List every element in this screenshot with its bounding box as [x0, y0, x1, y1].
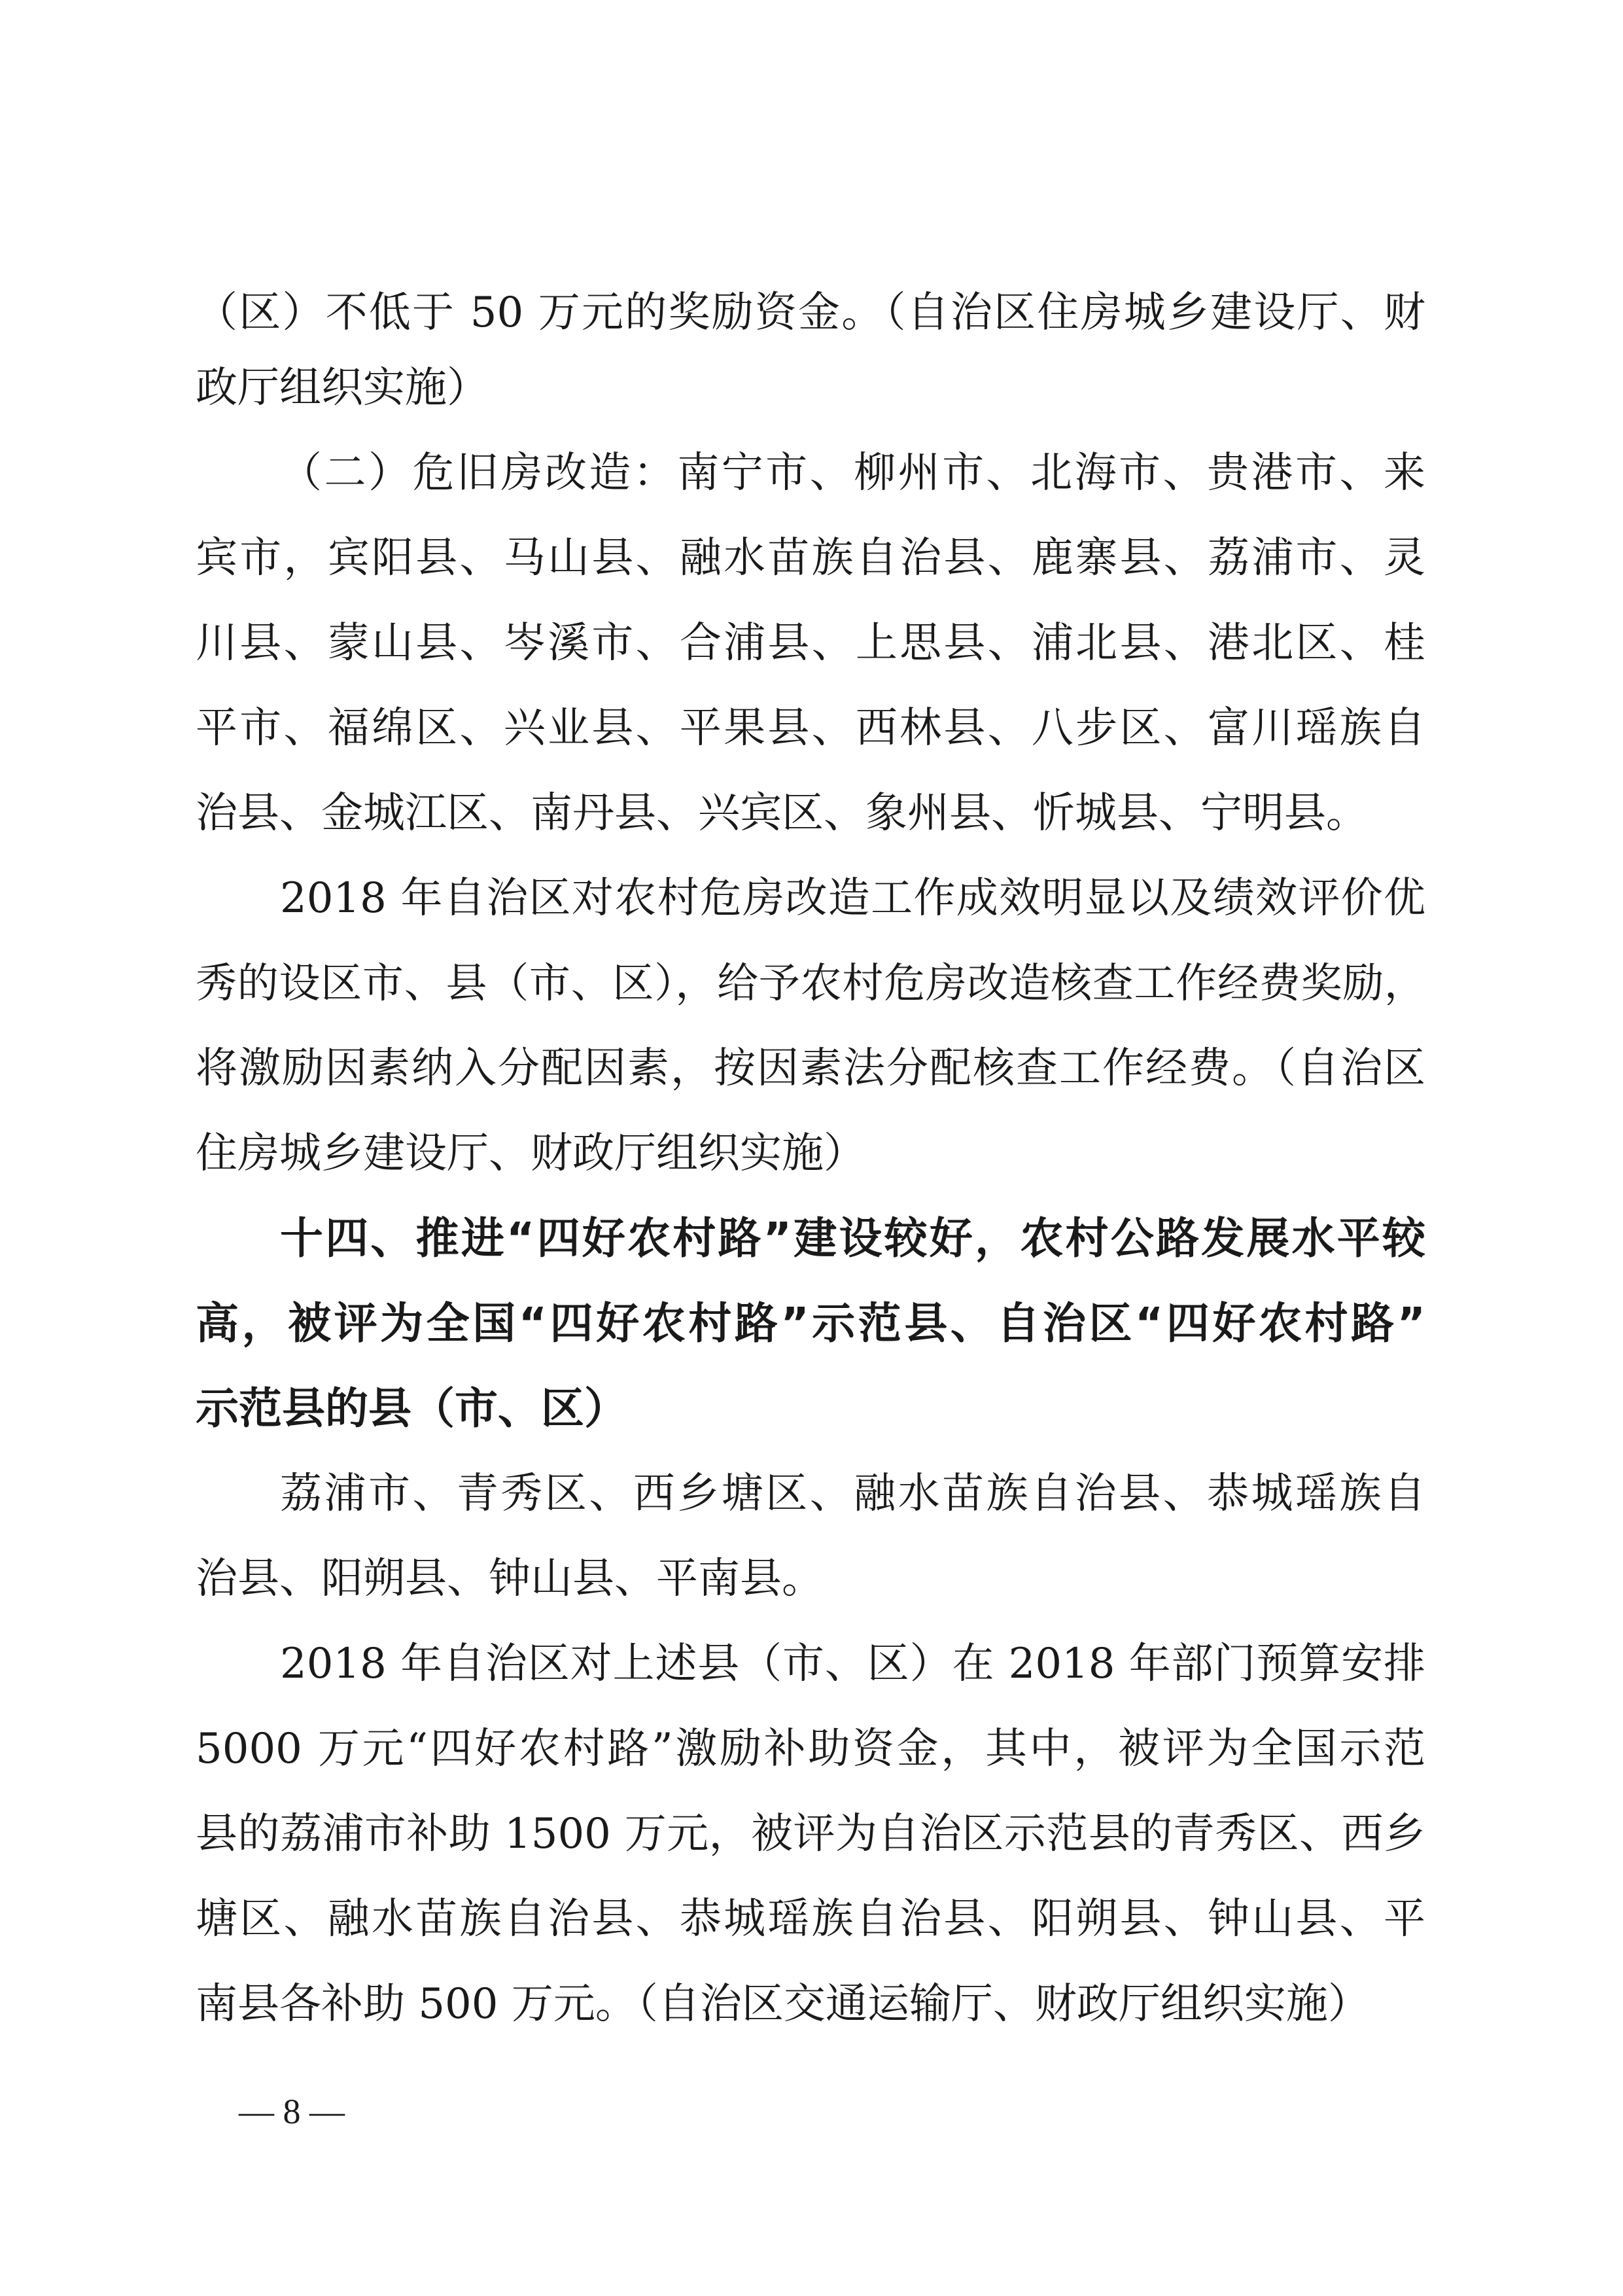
body-text-line: 川县、蒙山县、岑溪市、合浦县、上思县、浦北县、港北区、桂: [196, 619, 1425, 667]
body-text-line: 5000 万元“四好农村路”激励补助资金，其中，被评为全国示范: [196, 1725, 1425, 1773]
body-text-line: 南县各补助 500 万元。（自治区交通运输厅、财政厅组织实施）: [196, 1980, 1370, 2028]
section-heading-line: 十四、推进“四好农村路”建设较好，农村公路发展水平较: [280, 1213, 1425, 1263]
subsection-line: （二）危旧房改造：南宁市、柳州市、北海市、贵港市、来: [280, 449, 1425, 497]
body-text-line: 秀的设区市、县（市、区），给予农村危房改造核查工作经费奖励，: [196, 959, 1425, 1007]
page-number: — 8 —: [239, 2092, 345, 2131]
body-text-line: 宾市，宾阳县、马山县、融水苗族自治县、鹿寨县、荔浦市、灵: [196, 534, 1425, 582]
body-text-line: 住房城乡建设厅、财政厅组织实施）: [196, 1129, 865, 1178]
body-text-line: 政厅组织实施）: [196, 364, 489, 412]
body-text-line: 平市、福绵区、兴业县、平果县、西林县、八步区、富川瑶族自: [196, 704, 1425, 752]
body-text-line: 县的荔浦市补助 1500 万元，被评为自治区示范县的青秀区、西乡: [196, 1810, 1425, 1858]
body-text-line: 2018 年自治区对农村危房改造工作成效明显以及绩效评价优: [280, 874, 1425, 923]
body-text-line: 将激励因素纳入分配因素，按因素法分配核查工作经费。（自治区: [196, 1044, 1425, 1093]
body-text-line: 治县、金城江区、南丹县、兴宾区、象州县、忻城县、宁明县。: [196, 789, 1368, 838]
body-text-line: 荔浦市、青秀区、西乡塘区、融水苗族自治县、恭城瑶族自: [280, 1470, 1425, 1518]
body-text-line: （区）不低于 50 万元的奖励资金。（自治区住房城乡建设厅、财: [196, 289, 1425, 337]
body-text-line: 塘区、融水苗族自治县、恭城瑶族自治县、阳朔县、钟山县、平: [196, 1895, 1425, 1943]
section-heading-line: 示范县的县（市、区）: [196, 1383, 627, 1434]
body-text-line: 治县、阳朔县、钟山县、平南县。: [196, 1555, 824, 1603]
section-heading-line: 高，被评为全国“四好农村路”示范县、自治区“四好农村路”: [196, 1298, 1425, 1349]
body-text-line: 2018 年自治区对上述县（市、区）在 2018 年部门预算安排: [280, 1640, 1425, 1688]
